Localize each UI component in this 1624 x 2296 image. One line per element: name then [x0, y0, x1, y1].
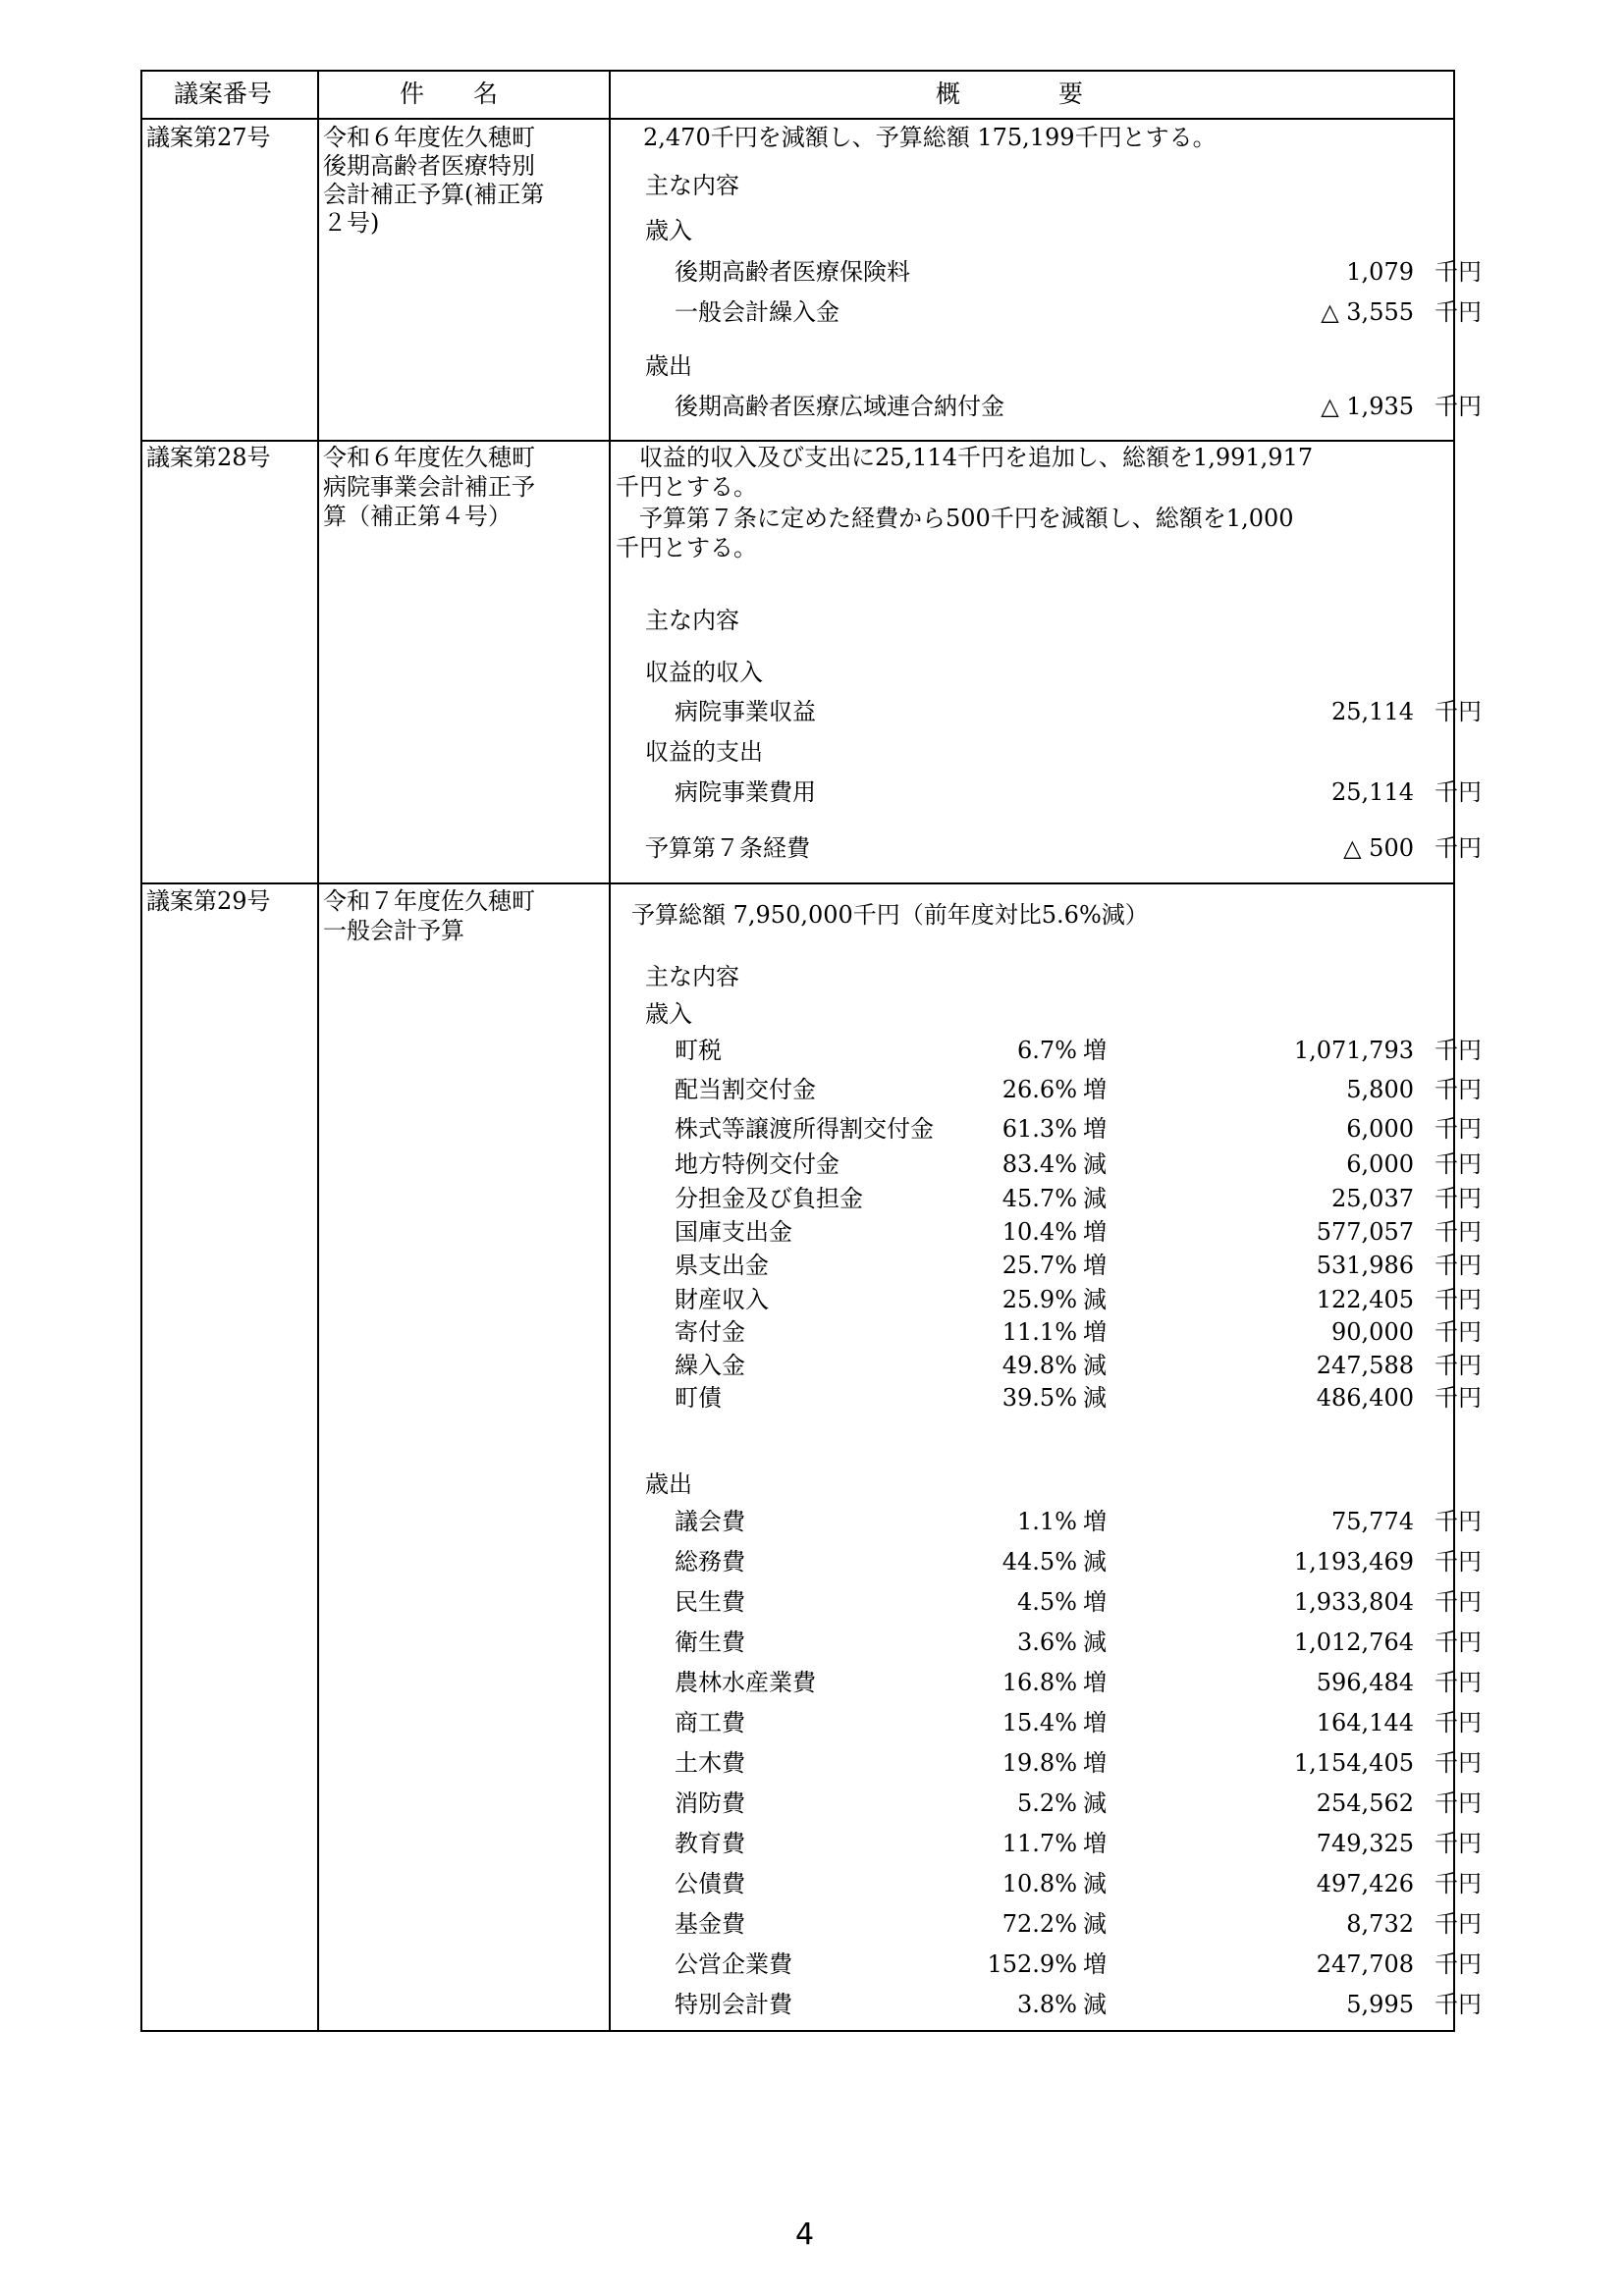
summary-line: 収益的収入及び支出に25,114千円を追加し、総額を1,991,917: [616, 444, 1314, 471]
item-amount: 90,000: [1331, 1318, 1414, 1346]
item-amount: 247,588: [1316, 1352, 1414, 1379]
item-label: 教育費: [675, 1830, 745, 1857]
item-direction: 増: [1083, 1830, 1107, 1857]
item-percent: 5.2%: [1017, 1789, 1077, 1817]
item-direction: 増: [1083, 1950, 1107, 1978]
item-direction: 減: [1083, 1352, 1107, 1379]
item-label: 後期高齢者医療広域連合納付金: [675, 393, 1004, 420]
unit-label: 千円: [1435, 834, 1482, 862]
item-direction: 増: [1083, 1508, 1107, 1535]
item-direction: 増: [1083, 1218, 1107, 1246]
item-label: 株式等譲渡所得割交付金: [675, 1115, 934, 1143]
item-direction: 増: [1083, 1709, 1107, 1736]
item-label: 土木費: [675, 1749, 745, 1777]
revenue-heading: 歳入: [645, 217, 692, 244]
bill-number: 議案第29号: [146, 887, 271, 915]
item-amount: 25,037: [1331, 1185, 1414, 1212]
unit-label: 千円: [1435, 1629, 1482, 1656]
main-content-heading: 主な内容: [645, 172, 739, 199]
item-label: 公債費: [675, 1870, 745, 1897]
item-label: 商工費: [675, 1709, 745, 1736]
item-label: 国庫支出金: [675, 1218, 792, 1246]
item-direction: 減: [1083, 1150, 1107, 1178]
item-amount: △ 500: [1343, 834, 1414, 862]
bill-title-line: 令和６年度佐久穂町: [323, 444, 535, 471]
item-direction: 減: [1083, 1384, 1107, 1412]
column-divider: [609, 72, 611, 2030]
unit-label: 千円: [1435, 258, 1482, 286]
unit-label: 千円: [1435, 1218, 1482, 1246]
unit-label: 千円: [1435, 1870, 1482, 1897]
item-direction: 減: [1083, 1991, 1107, 2018]
bill-table: [140, 70, 1482, 2032]
item-amount: 1,071,793: [1293, 1037, 1414, 1064]
item-direction: 増: [1083, 1749, 1107, 1777]
item-direction: 減: [1083, 1870, 1107, 1897]
column-divider: [317, 72, 319, 2030]
item-label: 予算第７条経費: [645, 834, 810, 862]
item-direction: 減: [1083, 1548, 1107, 1575]
item-amount: △ 3,555: [1321, 298, 1414, 326]
item-direction: 増: [1083, 1318, 1107, 1346]
item-percent: 83.4%: [1001, 1150, 1077, 1178]
item-label: 後期高齢者医療保険料: [675, 258, 910, 286]
unit-label: 千円: [1435, 1037, 1482, 1064]
revenue-heading: 収益的収入: [645, 659, 763, 686]
item-amount: 8,732: [1346, 1910, 1414, 1938]
item-percent: 61.3%: [1001, 1115, 1077, 1143]
unit-label: 千円: [1435, 1115, 1482, 1143]
unit-label: 千円: [1435, 698, 1482, 725]
expenditure-heading: 収益的支出: [645, 738, 763, 766]
item-percent: 11.7%: [1001, 1830, 1077, 1857]
item-label: 配当割交付金: [675, 1076, 816, 1103]
item-label: 基金費: [675, 1910, 745, 1938]
unit-label: 千円: [1435, 1508, 1482, 1535]
unit-label: 千円: [1435, 1830, 1482, 1857]
summary-line: 2,470千円を減額し、予算総額 175,199千円とする。: [643, 124, 1217, 151]
item-percent: 11.1%: [1001, 1318, 1077, 1346]
bill-title-line: 一般会計予算: [323, 917, 464, 944]
item-label: 町債: [675, 1384, 722, 1412]
item-label: 農林水産業費: [675, 1669, 816, 1696]
item-amount: 6,000: [1346, 1150, 1414, 1178]
item-label: 寄付金: [675, 1318, 745, 1346]
item-percent: 19.8%: [1001, 1749, 1077, 1777]
main-content-heading: 主な内容: [645, 963, 739, 990]
item-label: 県支出金: [675, 1252, 769, 1279]
item-amount: 577,057: [1316, 1218, 1414, 1246]
item-label: 町税: [675, 1037, 722, 1064]
item-percent: 16.8%: [1001, 1669, 1077, 1696]
item-label: 特別会計費: [675, 1991, 792, 2018]
item-percent: 3.6%: [1017, 1629, 1077, 1656]
item-percent: 26.6%: [1001, 1076, 1077, 1103]
item-amount: 25,114: [1331, 698, 1414, 725]
item-direction: 減: [1083, 1629, 1107, 1656]
item-amount: 596,484: [1316, 1669, 1414, 1696]
item-label: 消防費: [675, 1789, 745, 1817]
unit-label: 千円: [1435, 1076, 1482, 1103]
item-amount: 1,933,804: [1293, 1588, 1414, 1616]
item-percent: 39.5%: [1001, 1384, 1077, 1412]
unit-label: 千円: [1435, 1991, 1482, 2018]
item-percent: 152.9%: [987, 1950, 1077, 1978]
expenditure-heading: 歳出: [645, 352, 692, 380]
page-number: 4: [795, 2217, 815, 2252]
summary-line: 千円とする。: [616, 534, 757, 561]
item-percent: 25.9%: [1001, 1286, 1077, 1313]
header-summary: 概 要: [936, 80, 1084, 108]
item-percent: 15.4%: [1001, 1709, 1077, 1736]
item-direction: 増: [1083, 1669, 1107, 1696]
unit-label: 千円: [1435, 1318, 1482, 1346]
item-percent: 45.7%: [1001, 1185, 1077, 1212]
item-amount: 5,800: [1346, 1076, 1414, 1103]
item-amount: 75,774: [1331, 1508, 1414, 1535]
unit-label: 千円: [1435, 1384, 1482, 1412]
item-label: 分担金及び負担金: [675, 1185, 863, 1212]
item-percent: 10.8%: [1001, 1870, 1077, 1897]
item-direction: 増: [1083, 1588, 1107, 1616]
bill-title-line: 病院事業会計補正予: [323, 473, 535, 501]
unit-label: 千円: [1435, 1709, 1482, 1736]
item-percent: 49.8%: [1001, 1352, 1077, 1379]
item-amount: 25,114: [1331, 778, 1414, 806]
item-label: 民生費: [675, 1588, 745, 1616]
item-amount: 1,012,764: [1293, 1629, 1414, 1656]
item-direction: 減: [1083, 1185, 1107, 1212]
item-direction: 増: [1083, 1037, 1107, 1064]
item-amount: 247,708: [1316, 1950, 1414, 1978]
item-direction: 減: [1083, 1789, 1107, 1817]
item-amount: 6,000: [1346, 1115, 1414, 1143]
unit-label: 千円: [1435, 298, 1482, 326]
item-amount: △ 1,935: [1321, 393, 1414, 420]
item-amount: 122,405: [1316, 1286, 1414, 1313]
item-label: 病院事業収益: [675, 698, 816, 725]
item-label: 地方特例交付金: [675, 1150, 839, 1178]
unit-label: 千円: [1435, 1286, 1482, 1313]
expenditure-heading: 歳出: [645, 1470, 692, 1498]
item-percent: 10.4%: [1001, 1218, 1077, 1246]
unit-label: 千円: [1435, 1548, 1482, 1575]
bill-number: 議案第28号: [146, 444, 271, 471]
unit-label: 千円: [1435, 1789, 1482, 1817]
row-divider: [142, 440, 1453, 442]
summary-line: 予算第７条に定めた経費から500千円を減額し、総額を1,000: [616, 505, 1294, 532]
unit-label: 千円: [1435, 1185, 1482, 1212]
item-percent: 44.5%: [1001, 1548, 1077, 1575]
item-percent: 1.1%: [1017, 1508, 1077, 1535]
item-percent: 4.5%: [1017, 1588, 1077, 1616]
bill-title-line: 算（補正第４号）: [323, 503, 512, 530]
unit-label: 千円: [1435, 1669, 1482, 1696]
item-amount: 486,400: [1316, 1384, 1414, 1412]
item-amount: 531,986: [1316, 1252, 1414, 1279]
header-divider: [142, 118, 1453, 120]
item-label: 公営企業費: [675, 1950, 792, 1978]
unit-label: 千円: [1435, 1150, 1482, 1178]
item-label: 議会費: [675, 1508, 745, 1535]
revenue-heading: 歳入: [645, 1000, 692, 1028]
item-direction: 増: [1083, 1076, 1107, 1103]
item-label: 一般会計繰入金: [675, 298, 839, 326]
item-label: 病院事業費用: [675, 778, 816, 806]
item-amount: 164,144: [1316, 1709, 1414, 1736]
summary-line: 予算総額 7,950,000千円（前年度対比5.6%減）: [631, 901, 1149, 929]
bill-title-line: 会計補正予算(補正第: [323, 181, 545, 208]
unit-label: 千円: [1435, 778, 1482, 806]
item-direction: 増: [1083, 1252, 1107, 1279]
item-amount: 5,995: [1346, 1991, 1414, 2018]
item-direction: 減: [1083, 1910, 1107, 1938]
item-percent: 6.7%: [1017, 1037, 1077, 1064]
item-percent: 25.7%: [1001, 1252, 1077, 1279]
item-direction: 増: [1083, 1115, 1107, 1143]
summary-line: 千円とする。: [616, 473, 757, 501]
unit-label: 千円: [1435, 1352, 1482, 1379]
item-amount: 254,562: [1316, 1789, 1414, 1817]
unit-label: 千円: [1435, 393, 1482, 420]
unit-label: 千円: [1435, 1950, 1482, 1978]
bill-title-line: 令和７年度佐久穂町: [323, 887, 535, 915]
item-label: 繰入金: [675, 1352, 745, 1379]
unit-label: 千円: [1435, 1910, 1482, 1938]
item-label: 衛生費: [675, 1629, 745, 1656]
unit-label: 千円: [1435, 1749, 1482, 1777]
item-direction: 減: [1083, 1286, 1107, 1313]
item-percent: 72.2%: [1001, 1910, 1077, 1938]
header-bill-number: 議案番号: [174, 80, 273, 108]
unit-label: 千円: [1435, 1588, 1482, 1616]
row-divider: [142, 882, 1453, 884]
bill-title-line: ２号): [323, 209, 380, 237]
item-amount: 497,426: [1316, 1870, 1414, 1897]
item-amount: 1,154,405: [1293, 1749, 1414, 1777]
unit-label: 千円: [1435, 1252, 1482, 1279]
main-content-heading: 主な内容: [645, 607, 739, 634]
header-subject: 件 名: [400, 80, 499, 108]
item-amount: 1,079: [1346, 258, 1414, 286]
item-label: 財産収入: [675, 1286, 769, 1313]
bill-title-line: 令和６年度佐久穂町: [323, 124, 535, 151]
item-percent: 3.8%: [1017, 1991, 1077, 2018]
item-amount: 749,325: [1316, 1830, 1414, 1857]
bill-number: 議案第27号: [146, 124, 271, 151]
item-label: 総務費: [675, 1548, 745, 1575]
bill-title-line: 後期高齢者医療特別: [323, 152, 535, 180]
item-amount: 1,193,469: [1293, 1548, 1414, 1575]
